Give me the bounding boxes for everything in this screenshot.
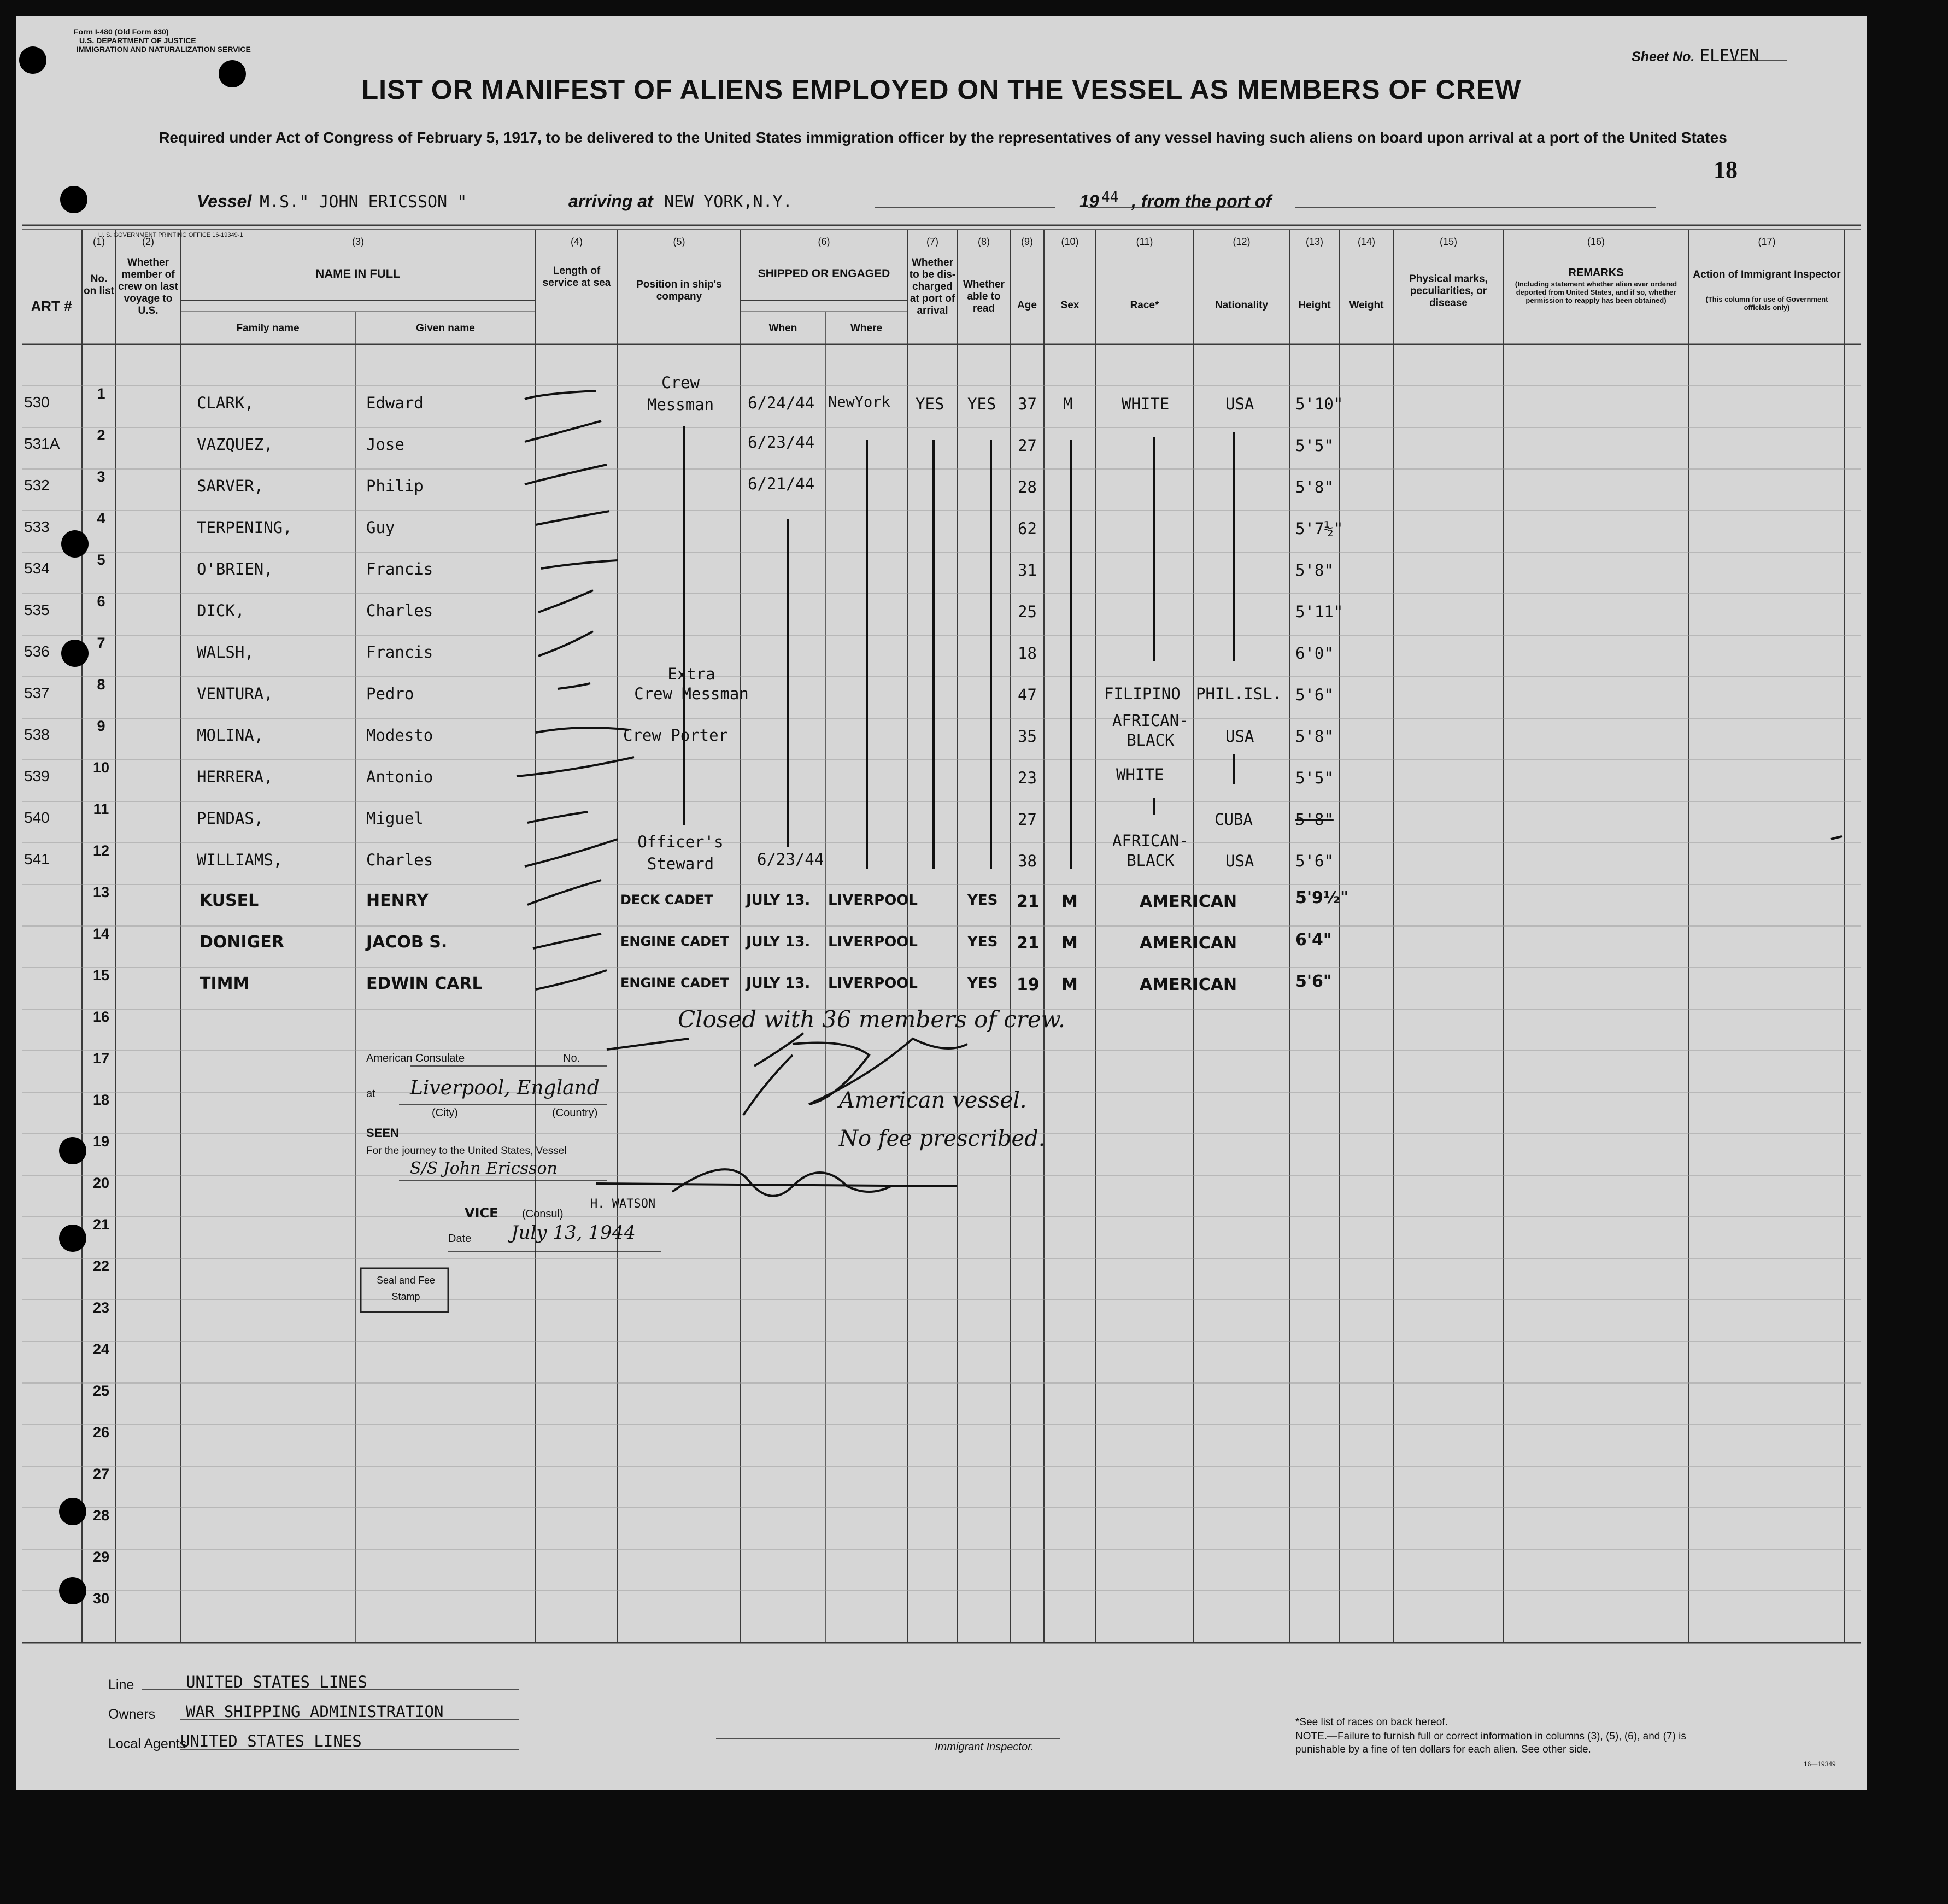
height: 6'4" <box>1295 930 1332 950</box>
page-title: LIST OR MANIFEST OF ALIENS EMPLOYED ON THE VESSEL AS MEMBERS OF CREW <box>361 74 1522 105</box>
sheet-label: Sheet No. <box>1632 49 1695 65</box>
given-name: Edward <box>366 394 424 412</box>
col-num-2: (2) <box>142 236 154 247</box>
position: Crew Messman <box>647 373 714 414</box>
given-name: Modesto <box>366 726 433 745</box>
height: 5'5" <box>1295 436 1334 455</box>
age: 27 <box>1018 810 1037 829</box>
race: FILIPINO <box>1104 684 1181 703</box>
header-shipped: SHIPPED OR ENGAGED <box>758 267 890 280</box>
header-where: Where <box>850 323 883 334</box>
agents-value: UNITED STATES LINES <box>180 1732 362 1750</box>
header-when: When <box>768 323 797 334</box>
age: 31 <box>1018 561 1037 579</box>
height: 5'10" <box>1295 395 1343 413</box>
punch-hole <box>61 640 89 667</box>
sheet-number: ELEVEN <box>1700 46 1759 66</box>
art-number: 537 <box>24 684 50 701</box>
race: AFRICAN- BLACK <box>1112 711 1189 749</box>
col-num-8: (8) <box>978 236 990 247</box>
line-label: Line <box>108 1677 134 1692</box>
family-name: WALSH, <box>197 643 254 661</box>
header-family-name: Family name <box>236 323 300 334</box>
from-port-label: , from the port of <box>1131 191 1271 211</box>
art-number: 532 <box>24 477 50 494</box>
form-number: Form I-480 (Old Form 630) <box>74 27 169 36</box>
row-number-6: 6 <box>97 593 105 610</box>
position: Extra Crew Messman <box>634 665 749 703</box>
form-service: IMMIGRATION AND NATURALIZATION SERVICE <box>77 45 251 54</box>
row-number-12: 12 <box>92 842 110 859</box>
given-name: Charles <box>366 601 433 620</box>
family-name: O'BRIEN, <box>197 560 273 578</box>
age: 47 <box>1018 686 1037 704</box>
family-name: WILLIAMS, <box>197 851 283 869</box>
age: 38 <box>1018 852 1037 870</box>
family-name: HERRERA, <box>197 768 273 786</box>
line-value: UNITED STATES LINES <box>186 1673 367 1691</box>
shipped-where: LIVERPOOL <box>828 934 918 950</box>
arriving-port: NEW YORK,N.Y. <box>664 192 793 212</box>
year-prefix: 19 <box>1079 191 1099 211</box>
no-fee-note: No fee prescribed. <box>839 1126 1046 1151</box>
header-art: ART # <box>31 298 72 314</box>
consulate-city-country: Liverpool, England <box>410 1077 600 1099</box>
header-position: Position in ship's company <box>636 279 722 302</box>
discharged: YES <box>916 395 944 413</box>
age: 25 <box>1018 602 1037 621</box>
family-name: SARVER, <box>197 477 264 495</box>
sex: M <box>1061 934 1078 953</box>
row-number-27: 27 <box>92 1466 110 1482</box>
agents-label: Local Agents <box>108 1736 187 1751</box>
art-number: 531A <box>24 435 60 452</box>
col-num-5: (5) <box>673 236 685 247</box>
race: AFRICAN- BLACK <box>1112 831 1189 870</box>
col-num-3: (3) <box>352 236 364 247</box>
row-number-20: 20 <box>92 1175 110 1191</box>
journey-label: For the journey to the United States, Vessel <box>366 1145 567 1157</box>
punch-hole <box>19 46 46 74</box>
family-name: DICK, <box>197 601 245 620</box>
header-weight: Weight <box>1349 300 1384 311</box>
given-name: Philip <box>366 477 424 495</box>
gpo-line: U. S. GOVERNMENT PRINTING OFFICE 16-19349-1 <box>98 232 243 238</box>
age: 37 <box>1018 395 1037 413</box>
header-no-on-list: No. on list <box>84 273 114 297</box>
col-num-1: (1) <box>93 236 105 247</box>
shipped-where: LIVERPOOL <box>828 975 918 992</box>
age: 27 <box>1018 436 1037 455</box>
col-num-4: (4) <box>571 236 583 247</box>
race: WHITE <box>1116 765 1164 784</box>
row-number-15: 15 <box>92 967 110 983</box>
given-name: Charles <box>366 851 433 869</box>
row-number-17: 17 <box>92 1050 110 1067</box>
nationality: USA <box>1225 727 1254 746</box>
form-department: U.S. DEPARTMENT OF JUSTICE <box>79 36 196 45</box>
sex: M <box>1061 892 1078 911</box>
nationality: PHIL.ISL. <box>1196 684 1282 703</box>
height: 5'8" <box>1295 810 1334 829</box>
given-name: Miguel <box>366 809 424 828</box>
position: Officer's Steward <box>637 833 724 873</box>
height: 5'6" <box>1295 972 1332 991</box>
punch-hole <box>59 1137 86 1164</box>
row-number-7: 7 <box>97 635 105 651</box>
family-name: VAZQUEZ, <box>197 435 273 454</box>
row-number-10: 10 <box>92 759 110 776</box>
sex: M <box>1063 395 1073 413</box>
position: ENGINE CADET <box>620 975 729 991</box>
signature-scribbles <box>672 1039 967 1196</box>
header-action-sub: (This column for use of Government officials only) <box>1705 295 1828 312</box>
header-age: Age <box>1017 300 1037 311</box>
height: 5'5" <box>1295 769 1334 787</box>
col-num-6: (6) <box>818 236 830 247</box>
punch-hole <box>61 530 89 558</box>
given-name: Jose <box>366 435 404 454</box>
art-number: 534 <box>24 560 50 577</box>
consulate-label: American Consulate <box>366 1052 465 1064</box>
fine-note: NOTE.—Failure to furnish full or correct information in columns (3), (5), (6), and (7) is punishable by a fine of ten dollars for each alien. See other side. <box>1295 1731 1686 1755</box>
height: 5'8" <box>1295 727 1334 746</box>
age: 62 <box>1018 519 1037 538</box>
owners-label: Owners <box>108 1707 156 1722</box>
header-race: Race* <box>1130 300 1159 311</box>
city-label: (City) <box>432 1107 458 1119</box>
row-number-2: 2 <box>97 427 105 443</box>
closed-note: Closed with 36 members of crew. <box>678 1006 1066 1033</box>
able-to-read: YES <box>967 975 998 992</box>
shipped-when: JULY 13. <box>746 975 811 992</box>
arriving-label: arriving at <box>568 191 653 211</box>
family-name: KUSEL <box>200 891 259 910</box>
given-name: Francis <box>366 560 433 578</box>
nationality: AMERICAN <box>1140 975 1237 994</box>
row-number-8: 8 <box>97 676 105 693</box>
given-name: Francis <box>366 643 433 661</box>
age: 21 <box>1017 934 1040 953</box>
shipped-where: LIVERPOOL <box>828 892 918 909</box>
date-label: Date <box>448 1233 472 1245</box>
header-physical: Physical marks, peculiarities, or disease <box>1409 273 1488 309</box>
shipped-when: 6/24/44 <box>748 394 815 412</box>
row-number-22: 22 <box>92 1258 110 1274</box>
row-number-1: 1 <box>97 385 105 402</box>
family-name: MOLINA, <box>197 726 264 745</box>
height: 5'11" <box>1295 602 1343 621</box>
height: 5'6" <box>1295 852 1334 870</box>
row-number-26: 26 <box>92 1424 110 1440</box>
header-action: Action of Immigrant Inspector <box>1693 269 1841 280</box>
races-note: *See list of races on back hereof. <box>1295 1716 1448 1728</box>
punch-hole <box>59 1498 86 1525</box>
art-number: 538 <box>24 726 50 743</box>
header-whether-member: Whether member of crew on last voyage to U.S. <box>118 257 178 317</box>
art-number: 536 <box>24 643 50 660</box>
family-name: VENTURA, <box>197 684 273 703</box>
art-number: 541 <box>24 851 50 868</box>
able-to-read: YES <box>967 892 998 909</box>
row-number-11: 11 <box>93 801 109 817</box>
punch-hole <box>59 1225 86 1252</box>
row-number-13: 13 <box>92 884 110 900</box>
seal-fee-stamp: Seal and Fee Stamp <box>376 1275 436 1302</box>
row-number-29: 29 <box>92 1549 110 1565</box>
race: WHITE <box>1122 395 1170 413</box>
header-remarks-sub: (Including statement whether alien ever ordered deported from United States, and if so, whether permission to reapply has been obtained) <box>1515 280 1677 304</box>
given-name: Pedro <box>366 684 414 703</box>
owners-value: WAR SHIPPING ADMINISTRATION <box>186 1702 444 1721</box>
consulate-ship: S/S John Ericsson <box>410 1159 558 1178</box>
art-number: 539 <box>24 768 50 784</box>
col-num-13: (13) <box>1305 236 1323 247</box>
given-name: Antonio <box>366 768 433 786</box>
given-name: HENRY <box>366 891 429 910</box>
family-name: TERPENING, <box>197 518 292 537</box>
nationality: USA <box>1225 395 1254 413</box>
row-number-14: 14 <box>92 925 110 942</box>
position: ENGINE CADET <box>620 934 729 949</box>
consulate-at-label: at <box>366 1088 375 1100</box>
form-code: 16—19349 <box>1804 1760 1836 1768</box>
position: Crew Porter <box>623 726 729 745</box>
vessel-name: M.S." JOHN ERICSSON " <box>260 192 467 212</box>
col-num-10: (10) <box>1061 236 1079 247</box>
ditto-marks <box>517 391 1842 1186</box>
age: 18 <box>1018 644 1037 663</box>
manifest-sheet <box>16 16 1867 1790</box>
row-number-19: 19 <box>92 1133 110 1150</box>
header-sex: Sex <box>1060 300 1079 311</box>
able-to-read: YES <box>967 395 996 413</box>
sex: M <box>1061 975 1078 994</box>
height: 5'9½" <box>1295 888 1349 907</box>
american-vessel-note: American vessel. <box>839 1088 1027 1113</box>
punch-hole <box>219 60 246 87</box>
header-length-service: Length of service at sea <box>542 265 611 289</box>
nationality: USA <box>1225 852 1254 870</box>
row-number-30: 30 <box>92 1590 110 1607</box>
country-label: (Country) <box>552 1107 598 1119</box>
able-to-read: YES <box>967 934 998 950</box>
family-name: PENDAS, <box>197 809 264 828</box>
nationality: AMERICAN <box>1140 892 1237 911</box>
col-num-16: (16) <box>1587 236 1605 247</box>
art-number: 540 <box>24 809 50 826</box>
shipped-when: 6/23/44 <box>757 850 824 869</box>
row-number-9: 9 <box>97 718 105 734</box>
row-number-16: 16 <box>92 1009 110 1025</box>
height: 6'0" <box>1295 644 1334 663</box>
age: 23 <box>1018 769 1037 787</box>
family-name: TIMM <box>200 974 250 993</box>
header-discharged: Whether to be dis-charged at port of arrival <box>909 257 956 317</box>
shipped-when: JULY 13. <box>746 892 811 909</box>
height: 5'8" <box>1295 561 1334 579</box>
height: 5'6" <box>1295 686 1334 704</box>
row-number-4: 4 <box>97 510 105 526</box>
consulate-date: July 13, 1944 <box>511 1222 636 1244</box>
header-remarks: REMARKS <box>1568 267 1624 279</box>
shipped-when: 6/23/44 <box>748 433 815 452</box>
vessel-label: Vessel <box>197 191 252 211</box>
requirement-text: Required under Act of Congress of February 5, 1917, to be delivered to the United States immigration officer by the representatives of any vessel having such aliens on board upon arrival at a port of the United States <box>159 129 1727 146</box>
vice-label: VICE <box>465 1205 498 1221</box>
age: 21 <box>1017 892 1040 911</box>
shipped-when: JULY 13. <box>746 934 811 950</box>
nationality: AMERICAN <box>1140 934 1237 953</box>
shipped-when: 6/21/44 <box>748 474 815 493</box>
art-number: 535 <box>24 601 50 618</box>
given-name: JACOB S. <box>366 933 448 952</box>
punch-hole <box>60 186 87 213</box>
header-able-read: Whether able to read <box>963 279 1005 314</box>
row-number-23: 23 <box>92 1299 110 1316</box>
row-number-18: 18 <box>92 1092 110 1108</box>
header-name-in-full: NAME IN FULL <box>315 267 401 280</box>
family-name: CLARK, <box>197 394 254 412</box>
given-name: EDWIN CARL <box>366 974 483 993</box>
row-number-25: 25 <box>92 1382 110 1399</box>
col-num-11: (11) <box>1136 236 1153 247</box>
consulate-no-label: No. <box>563 1052 580 1064</box>
col-num-17: (17) <box>1758 236 1776 247</box>
age: 35 <box>1018 727 1037 746</box>
family-name: DONIGER <box>200 933 284 952</box>
col-num-7: (7) <box>926 236 938 247</box>
consul-label: (Consul) <box>522 1208 564 1220</box>
row-number-3: 3 <box>97 468 105 485</box>
seen-label: SEEN <box>366 1126 399 1140</box>
consul-signer: H. WATSON <box>590 1197 656 1211</box>
age: 28 <box>1018 478 1037 496</box>
page-number: 18 <box>1714 156 1738 183</box>
header-height: Height <box>1298 300 1331 311</box>
height: 5'8" <box>1295 478 1334 496</box>
position: DECK CADET <box>620 892 713 907</box>
given-name: Guy <box>366 518 395 537</box>
inspector-label: Immigrant Inspector. <box>935 1741 1034 1753</box>
punch-hole <box>59 1577 86 1604</box>
row-number-21: 21 <box>92 1216 110 1233</box>
age: 19 <box>1017 975 1040 994</box>
col-num-12: (12) <box>1233 236 1251 247</box>
shipped-where: NewYork <box>828 394 890 411</box>
header-nationality: Nationality <box>1214 300 1269 311</box>
header-given-name: Given name <box>416 323 475 334</box>
row-number-5: 5 <box>97 552 105 568</box>
nationality: CUBA <box>1214 810 1253 829</box>
row-number-24: 24 <box>92 1341 110 1357</box>
col-num-15: (15) <box>1439 236 1457 247</box>
col-num-9: (9) <box>1021 236 1033 247</box>
art-number: 530 <box>24 394 50 411</box>
year-suffix: 44 <box>1101 189 1119 206</box>
height: 5'7½" <box>1295 519 1343 538</box>
row-number-28: 28 <box>92 1507 110 1524</box>
art-number: 533 <box>24 518 50 535</box>
col-num-14: (14) <box>1357 236 1375 247</box>
